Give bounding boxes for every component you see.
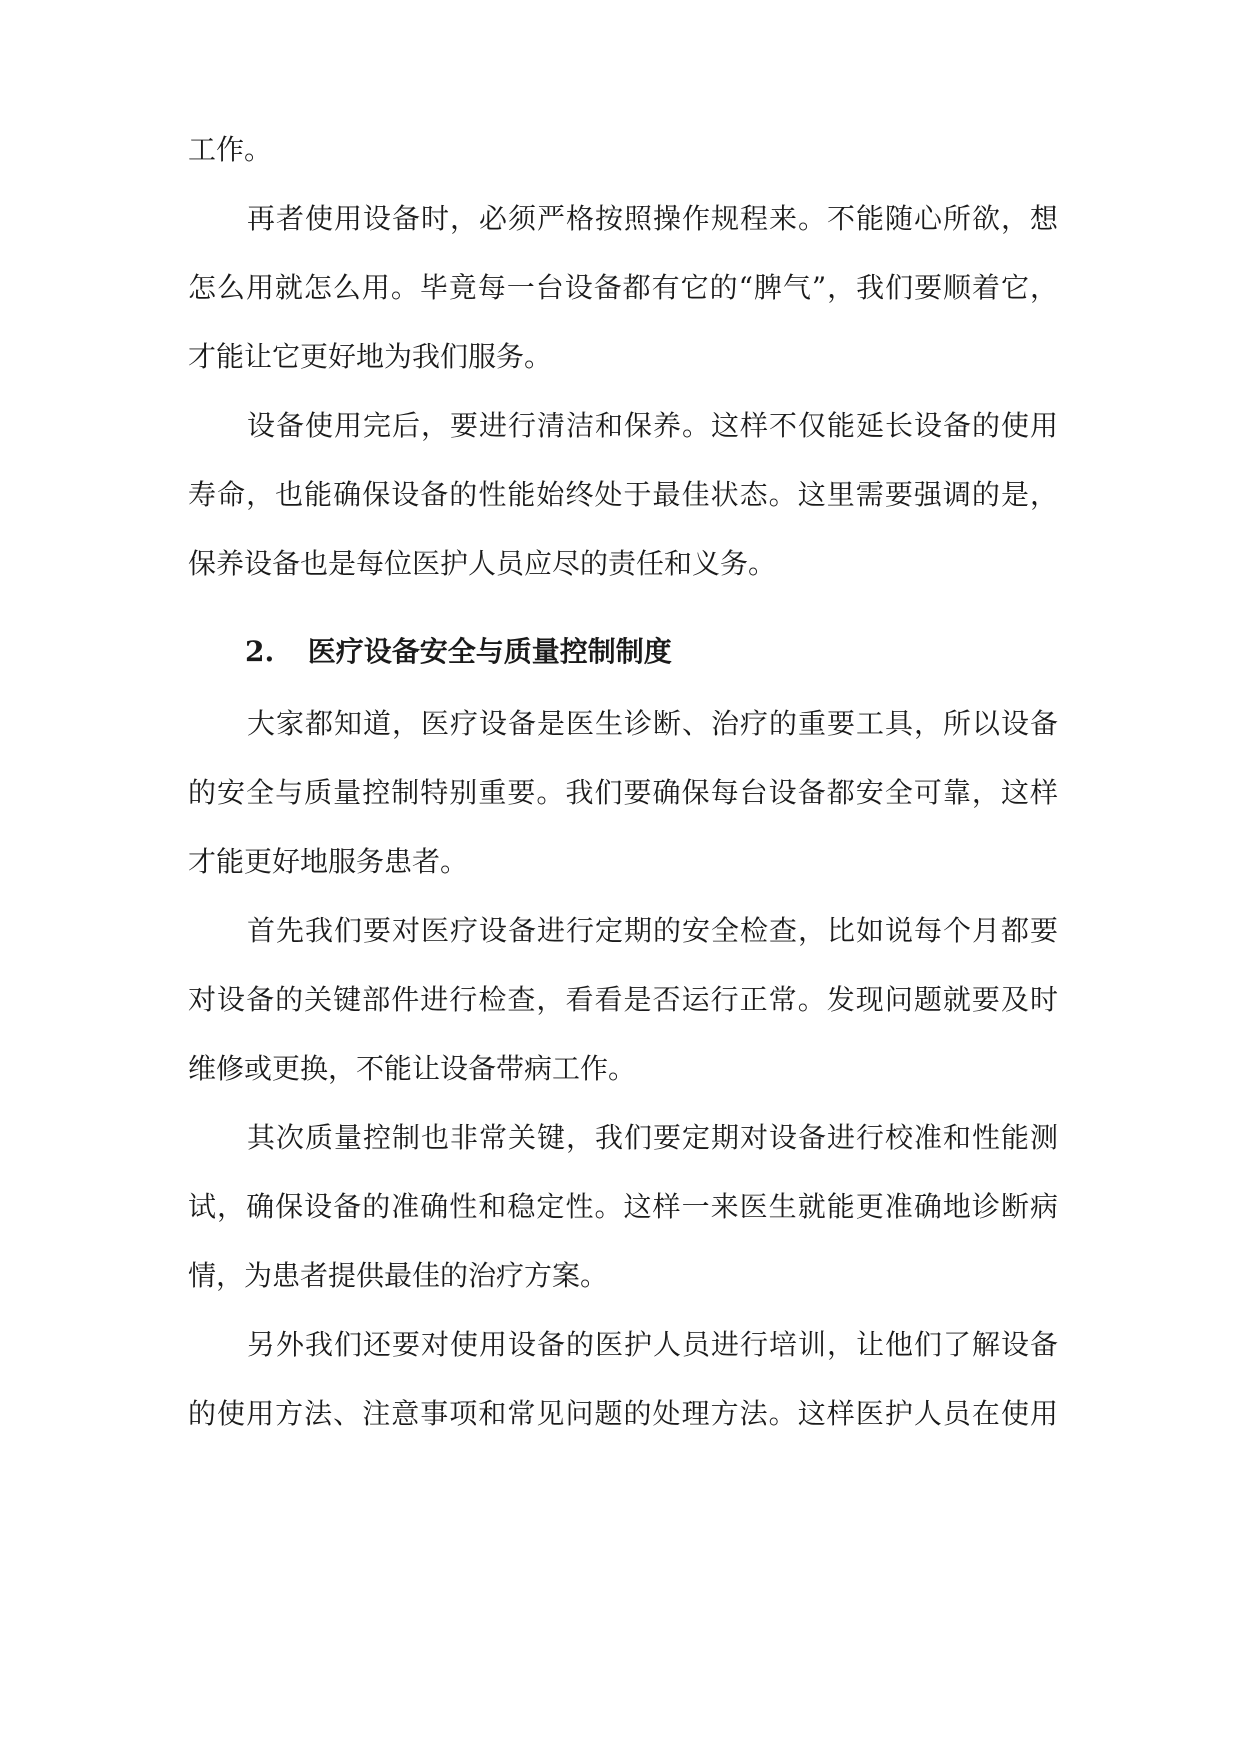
paragraph-line: 才能更好地服务患者。 <box>188 845 469 878</box>
paragraph-line: 工作。 <box>188 133 273 166</box>
paragraph-line: 怎么用就怎么用。毕竟每一台设备都有它的“脾气”，我们要顺着它， <box>188 271 1058 304</box>
paragraph-line: 的安全与质量控制特别重要。我们要确保每台设备都安全可靠，这样 <box>188 776 1058 809</box>
paragraph-line: 再者使用设备时，必须严格按照操作规程来。不能随心所欲，想 <box>247 202 1058 235</box>
paragraph-line: 试，确保设备的准确性和稳定性。这样一来医生就能更准确地诊断病 <box>188 1190 1058 1223</box>
paragraph-line: 其次质量控制也非常关键，我们要定期对设备进行校准和性能测 <box>247 1121 1058 1154</box>
section-heading <box>245 632 672 672</box>
paragraph-line: 保养设备也是每位医护人员应尽的责任和义务。 <box>188 547 777 580</box>
paragraph-line: 情，为患者提供最佳的治疗方案。 <box>188 1259 609 1292</box>
paragraph-line: 才能让它更好地为我们服务。 <box>188 340 553 373</box>
paragraph-line: 的使用方法、注意事项和常见问题的处理方法。这样医护人员在使用 <box>188 1397 1058 1430</box>
paragraph-line: 寿命，也能确保设备的性能始终处于最佳状态。这里需要强调的是， <box>188 478 1058 511</box>
paragraph-line: 大家都知道，医疗设备是医生诊断、治疗的重要工具，所以设备 <box>247 707 1058 740</box>
section-number: 2. <box>245 635 275 668</box>
paragraph-line: 维修或更换，不能让设备带病工作。 <box>188 1052 637 1085</box>
paragraph-line: 首先我们要对医疗设备进行定期的安全检查，比如说每个月都要 <box>247 914 1058 947</box>
paragraph-line: 对设备的关键部件进行检查，看看是否运行正常。发现问题就要及时 <box>188 983 1058 1016</box>
paragraph-line: 设备使用完后，要进行清洁和保养。这样不仅能延长设备的使用 <box>247 409 1058 442</box>
paragraph-line: 另外我们还要对使用设备的医护人员进行培训，让他们了解设备 <box>247 1328 1058 1361</box>
section-title: 医疗设备安全与质量控制制度 <box>307 635 672 668</box>
